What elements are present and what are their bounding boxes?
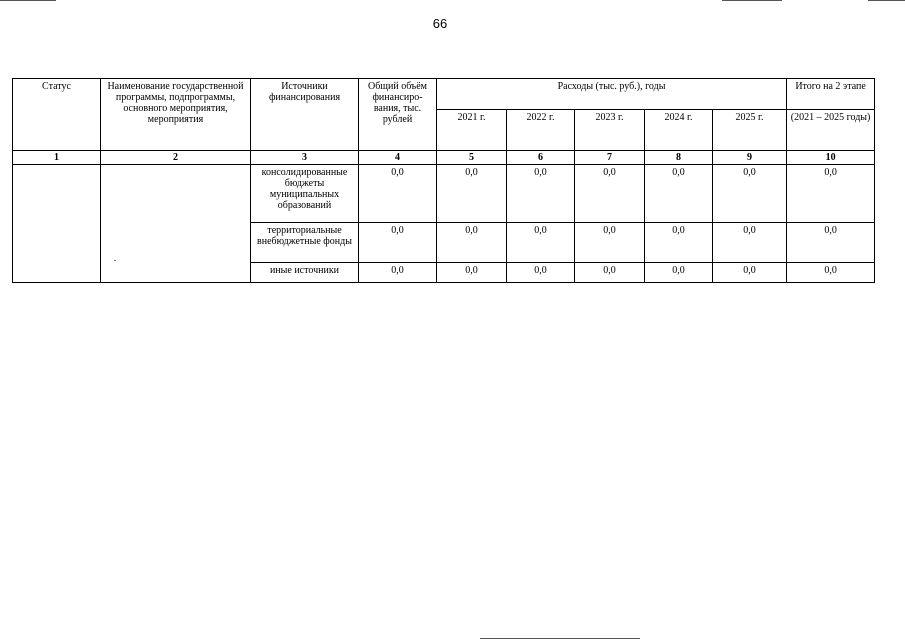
year-2022-cell: 0,0 bbox=[507, 165, 575, 223]
source-cell: консолидированные бюджеты муниципальных образований bbox=[251, 165, 359, 223]
column-number-row bbox=[13, 151, 875, 165]
column-number: 1 bbox=[13, 151, 101, 165]
year-2025-cell: 0,0 bbox=[713, 223, 787, 263]
column-number: 2 bbox=[101, 151, 251, 165]
header-expenses: Расходы (тыс. руб.), годы bbox=[437, 79, 787, 110]
year-2023-cell: 0,0 bbox=[575, 165, 645, 223]
column-number: 4 bbox=[359, 151, 437, 165]
total-cell: 0,0 bbox=[359, 165, 437, 223]
total-cell: 0,0 bbox=[359, 263, 437, 283]
header-total: Общий объём финансиро-вания, тыс. рублей bbox=[359, 79, 437, 151]
year-2021-cell: 0,0 bbox=[437, 263, 507, 283]
column-number: 8 bbox=[645, 151, 713, 165]
header-year-2024: 2024 г. bbox=[645, 110, 713, 151]
scan-artifact-top-mid bbox=[722, 0, 782, 1]
header-name: Наименование государственной программы, подпрограммы, основного мероприятия, мероприятия bbox=[101, 79, 251, 151]
source-cell: иные источники bbox=[251, 263, 359, 283]
year-2023-cell: 0,0 bbox=[575, 263, 645, 283]
name-cell-empty bbox=[101, 165, 251, 283]
header-stage-period: (2021 – 2025 годы) bbox=[787, 110, 875, 151]
header-sources: Источники финансирования bbox=[251, 79, 359, 151]
year-2024-cell: 0,0 bbox=[645, 223, 713, 263]
header-year-2021: 2021 г. bbox=[437, 110, 507, 151]
stage-total-cell: 0,0 bbox=[787, 165, 875, 223]
stage-total-cell: 0,0 bbox=[787, 263, 875, 283]
column-number: 9 bbox=[713, 151, 787, 165]
header-year-2023: 2023 г. bbox=[575, 110, 645, 151]
scan-artifact-top-left bbox=[0, 0, 56, 1]
column-number: 10 bbox=[787, 151, 875, 165]
status-cell-empty bbox=[13, 165, 101, 283]
scan-artifact-top-right bbox=[868, 0, 905, 1]
year-2021-cell: 0,0 bbox=[437, 223, 507, 263]
header-status: Статус bbox=[13, 79, 101, 151]
financing-table bbox=[12, 78, 875, 283]
year-2021-cell: 0,0 bbox=[437, 165, 507, 223]
table-row bbox=[13, 165, 875, 223]
year-2025-cell: 0,0 bbox=[713, 263, 787, 283]
year-2022-cell: 0,0 bbox=[507, 223, 575, 263]
year-2024-cell: 0,0 bbox=[645, 165, 713, 223]
header-year-2025: 2025 г. bbox=[713, 110, 787, 151]
column-number: 7 bbox=[575, 151, 645, 165]
column-number: 6 bbox=[507, 151, 575, 165]
page-number: 66 bbox=[432, 16, 448, 31]
header-year-2022: 2022 г. bbox=[507, 110, 575, 151]
column-number: 5 bbox=[437, 151, 507, 165]
source-cell: территориальные внебюджетные фонды bbox=[251, 223, 359, 263]
year-2025-cell: 0,0 bbox=[713, 165, 787, 223]
column-number: 3 bbox=[251, 151, 359, 165]
scan-artifact-bottom bbox=[480, 638, 640, 639]
total-cell: 0,0 bbox=[359, 223, 437, 263]
header-stage-total: Итого на 2 этапе bbox=[787, 79, 875, 110]
header-row bbox=[13, 79, 875, 110]
year-2022-cell: 0,0 bbox=[507, 263, 575, 283]
year-2023-cell: 0,0 bbox=[575, 223, 645, 263]
stage-total-cell: 0,0 bbox=[787, 223, 875, 263]
year-2024-cell: 0,0 bbox=[645, 263, 713, 283]
